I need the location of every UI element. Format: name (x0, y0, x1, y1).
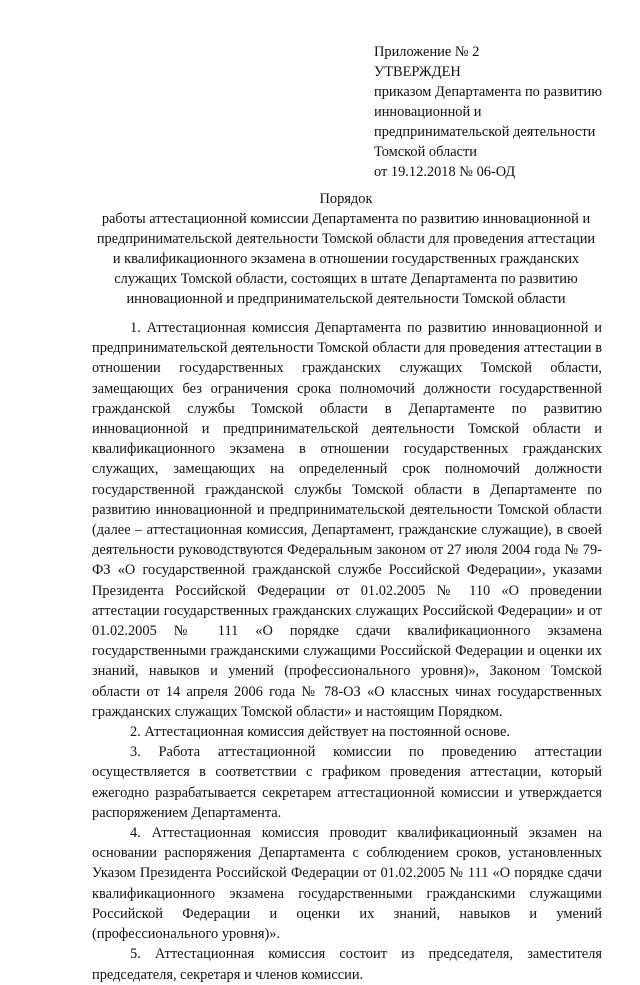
approved-label: УТВЕРЖДЕН (374, 64, 461, 80)
document-title (92, 189, 600, 309)
paragraph-1: 1. Аттестационная комиссия Департамента по развитию инновационной и предпринимательской деятельности Томской области для проведения аттестации в отношении государственных гражданских служащих Томской области, замещающих без ограничения срока полномочий должности государственной гражданской службы Томской области в Департаменте по развитию инновационной и предпринимательской деятельности Томской области и квалификационного экзамена в отношении государственных гражданских служащих, замещающих на определенный срок полномочий должности государственной гражданской службы Томской области в Департаменте по развитию инновационной и предпринимательской деятельности Томской области (далее – аттестационная комиссия, Департамент, гражданские служащие), в своей деятельности руководствуются Федеральным законом от 27 июля 2004 года № 79-ФЗ «О государственной гражданской службе Российской Федерации», указами Президента Российской Федерации от 01.02.2005 № 110 «О проведении аттестации государственных гражданских служащих Российской Федерации» и от 01.02.2005 № 111 «О порядке сдачи квалификационного экзамена государственными гражданскими служащими Российской Федерации и оценки их знаний, навыков и умений (профессионального уровня)», Законом Томской области от 14 апреля 2006 года № 78-ОЗ «О классных чинах государственных гражданских служащих Томской области» и настоящим Порядком. (92, 320, 602, 720)
approval-date: от 19.12.2018 № 06-ОД (374, 164, 516, 180)
paragraph-2: 2. Аттестационная комиссия действует на постоянной основе. (130, 724, 510, 741)
paragraph-4: 4. Аттестационная комиссия проводит квалификационный экзамен на основании распоряжения Департамента с соблюдением сроков, установленных Указом Президента Российской Федерации от 01.02.2005 № 111 «О порядке сдачи квалификационного экзамена государственными гражданскими служащими Российской Федерации и оценки их знаний, навыков и умений (профессионального уровня)». (92, 825, 602, 943)
approval-line: приказом Департамента по развитию (374, 84, 602, 100)
approval-line: Томской области (374, 144, 477, 160)
paragraph-3: 3. Работа аттестационной комиссии по проведению аттестации осуществляется в соответствии с графиком проведения аттестации, который ежегодно разрабатывается секретарем аттестационной комиссии и утверждается распоряжением Департамента. (92, 744, 602, 821)
title-subtitle: работы аттестационной комиссии Департамента по развитию инновационной и предпринимательской деятельности Томской области для проведения аттестации и квалификационного экзамена в отношении государственных гражданских служащих Томской области, состоящих в штате Департамента по развитию инновационной и предпринимательской деятельности Томской области (96, 211, 596, 307)
document-body (92, 318, 602, 985)
paragraph-5: 5. Аттестационная комиссия состоит из председателя, заместителя председателя, секретаря и членов комиссии. (92, 946, 602, 983)
approval-line: предпринимательской деятельности (374, 124, 596, 140)
title-heading: Порядок (319, 191, 373, 207)
approval-line: инновационной и (374, 104, 482, 120)
approval-stamp (374, 42, 624, 182)
annex-number: Приложение № 2 (374, 44, 480, 60)
